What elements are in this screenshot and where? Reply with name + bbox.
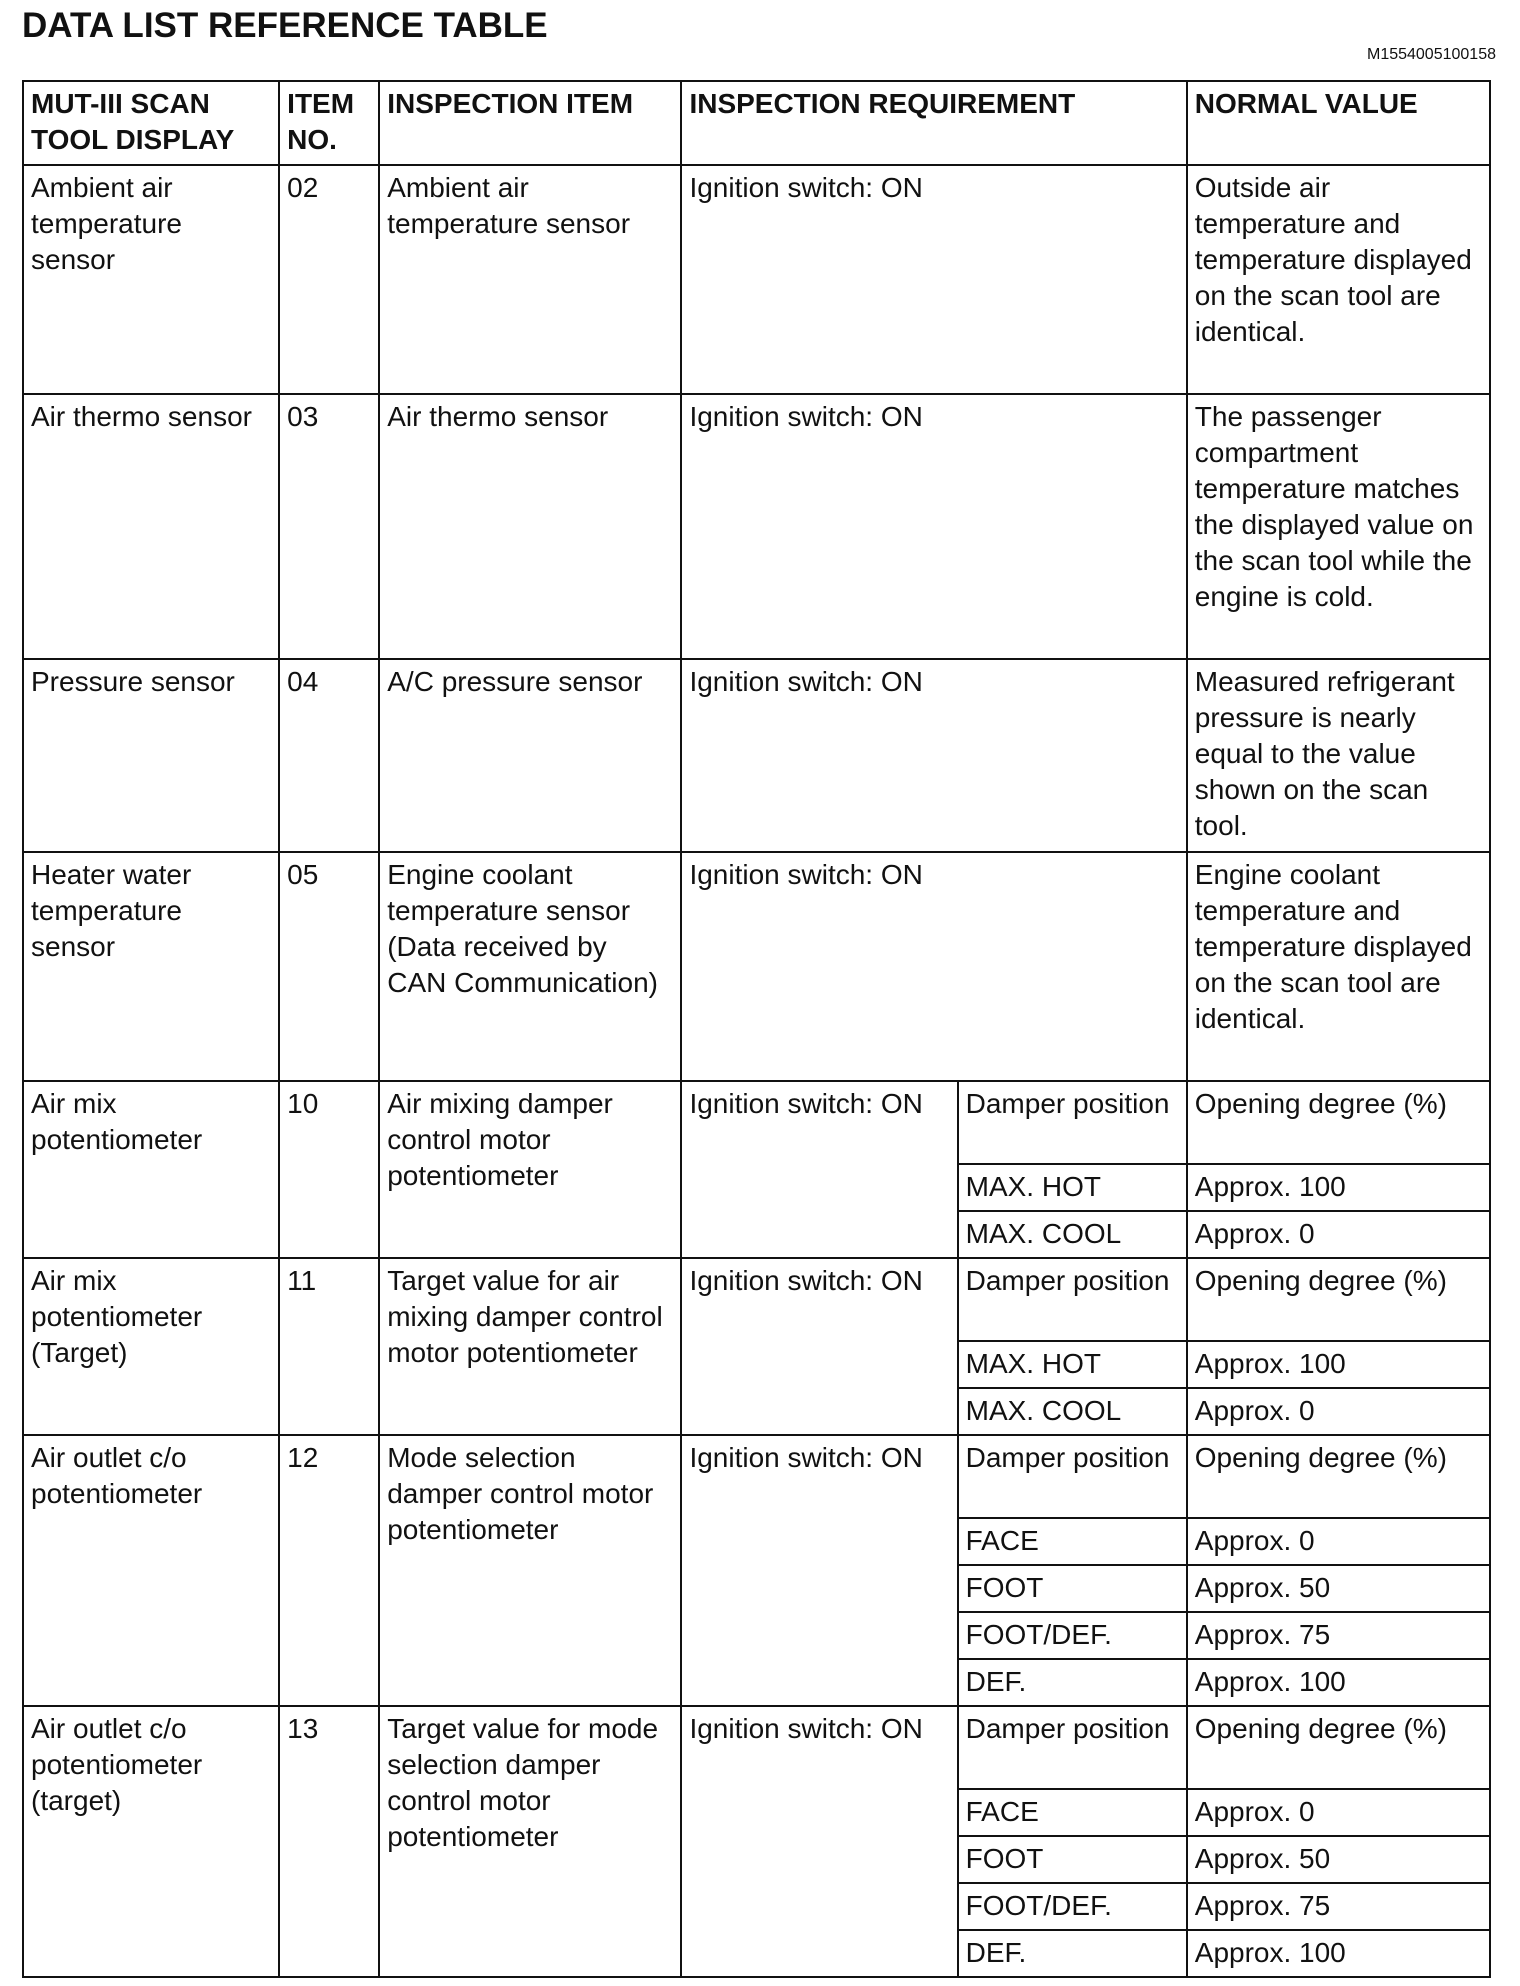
header-inspection-item: INSPECTION ITEM [379,81,681,165]
cell-item-no: 13 [279,1706,379,1977]
cell-inspection-item: Air thermo sensor [379,394,681,659]
data-list-table [22,80,1491,1978]
cell-value: Approx. 0 [1187,1518,1490,1565]
cell-value: Approx. 75 [1187,1883,1490,1930]
cell-condition: FOOT/DEF. [958,1883,1187,1930]
document-code: M1554005100158 [1366,46,1496,63]
cell-requirement: Ignition switch: ON [681,1081,957,1258]
cell-requirement: Ignition switch: ON [681,165,1186,394]
cell-display: Air thermo sensor [23,394,279,659]
cell-condition: FOOT [958,1565,1187,1612]
cell-value: Approx. 0 [1187,1211,1490,1258]
cell-value: Approx. 100 [1187,1659,1490,1706]
cell-sub-header: Damper position [958,1435,1187,1518]
cell-display: Air mix potentiometer (Target) [23,1258,279,1435]
cell-display: Air outlet c/o potentiometer [23,1435,279,1706]
cell-display: Air outlet c/o potentiometer (target) [23,1706,279,1977]
cell-item-no: 12 [279,1435,379,1706]
cell-value: Approx. 50 [1187,1836,1490,1883]
cell-value: Approx. 75 [1187,1612,1490,1659]
table-row [23,1258,1490,1341]
cell-condition: MAX. HOT [958,1164,1187,1211]
cell-inspection-item: Target value for air mixing damper control motor potentiometer [379,1258,681,1435]
cell-value: Approx. 50 [1187,1565,1490,1612]
cell-sub-value-header: Opening degree (%) [1187,1258,1490,1341]
cell-normal-value: The passenger compartment temperature matches the displayed value on the scan tool while the engine is cold. [1187,394,1490,659]
cell-sub-header: Damper position [958,1258,1187,1341]
cell-condition: FOOT/DEF. [958,1612,1187,1659]
cell-normal-value: Engine coolant temperature and temperature displayed on the scan tool are identical. [1187,852,1490,1081]
cell-display: Air mix potentiometer [23,1081,279,1258]
cell-value: Approx. 100 [1187,1341,1490,1388]
cell-sub-value-header: Opening degree (%) [1187,1435,1490,1518]
header-item-no: ITEM NO. [279,81,379,165]
cell-requirement: Ignition switch: ON [681,1435,957,1706]
cell-item-no: 11 [279,1258,379,1435]
cell-condition: DEF. [958,1659,1187,1706]
cell-item-no: 04 [279,659,379,852]
cell-normal-value: Measured refrigerant pressure is nearly equal to the value shown on the scan tool. [1187,659,1490,852]
cell-requirement: Ignition switch: ON [681,852,1186,1081]
table-row [23,1706,1490,1789]
cell-inspection-item: A/C pressure sensor [379,659,681,852]
cell-normal-value: Outside air temperature and temperature displayed on the scan tool are identical. [1187,165,1490,394]
cell-sub-header: Damper position [958,1706,1187,1789]
cell-requirement: Ignition switch: ON [681,394,1186,659]
cell-value: Approx. 0 [1187,1789,1490,1836]
cell-value: Approx. 0 [1187,1388,1490,1435]
header-requirement: INSPECTION REQUIREMENT [681,81,1186,165]
cell-sub-value-header: Opening degree (%) [1187,1706,1490,1789]
cell-item-no: 03 [279,394,379,659]
cell-condition: DEF. [958,1930,1187,1977]
table-row [23,165,1490,394]
header-normal-value: NORMAL VALUE [1187,81,1490,165]
cell-display: Pressure sensor [23,659,279,852]
table-row [23,852,1490,1081]
cell-inspection-item: Ambient air temperature sensor [379,165,681,394]
cell-inspection-item: Mode selection damper control motor potentiometer [379,1435,681,1706]
cell-value: Approx. 100 [1187,1930,1490,1977]
page-title: DATA LIST REFERENCE TABLE [22,6,548,45]
header-display: MUT-III SCAN TOOL DISPLAY [23,81,279,165]
cell-condition: FACE [958,1518,1187,1565]
cell-requirement: Ignition switch: ON [681,1706,957,1977]
cell-item-no: 02 [279,165,379,394]
cell-condition: FOOT [958,1836,1187,1883]
cell-condition: MAX. COOL [958,1388,1187,1435]
table-row [23,1435,1490,1518]
cell-value: Approx. 100 [1187,1164,1490,1211]
cell-sub-value-header: Opening degree (%) [1187,1081,1490,1164]
cell-inspection-item: Target value for mode selection damper control motor potentiometer [379,1706,681,1977]
cell-condition: FACE [958,1789,1187,1836]
cell-sub-header: Damper position [958,1081,1187,1164]
cell-requirement: Ignition switch: ON [681,659,1186,852]
cell-item-no: 05 [279,852,379,1081]
cell-condition: MAX. COOL [958,1211,1187,1258]
cell-item-no: 10 [279,1081,379,1258]
table-row [23,1081,1490,1164]
cell-inspection-item: Engine coolant temperature sensor (Data received by CAN Communication) [379,852,681,1081]
header-row [23,81,1490,165]
cell-requirement: Ignition switch: ON [681,1258,957,1435]
cell-display: Heater water temperature sensor [23,852,279,1081]
table-row [23,394,1490,659]
cell-condition: MAX. HOT [958,1341,1187,1388]
cell-display: Ambient air temperature sensor [23,165,279,394]
cell-inspection-item: Air mixing damper control motor potentiometer [379,1081,681,1258]
table-row [23,659,1490,852]
